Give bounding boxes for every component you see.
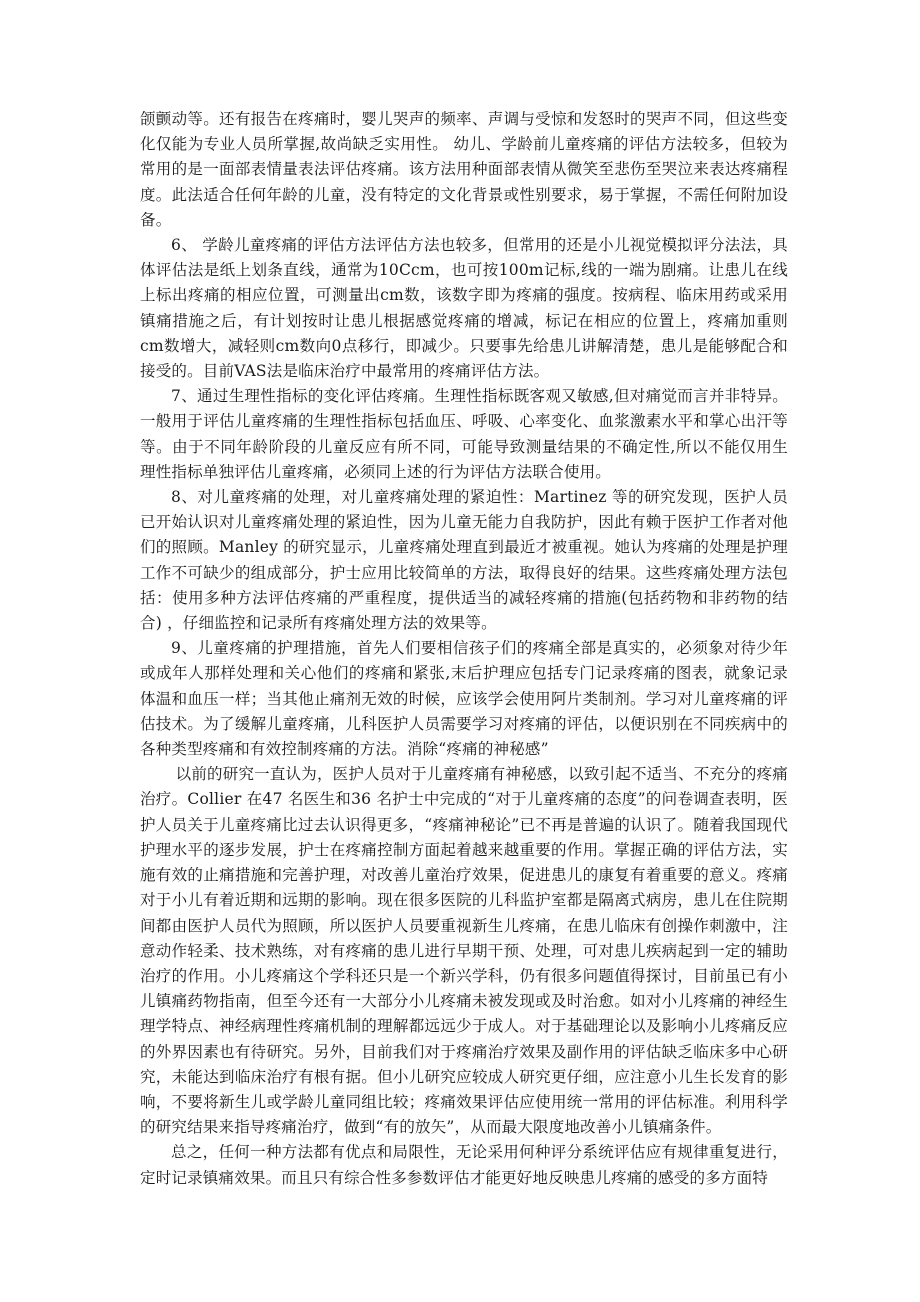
paragraph-6: 6、 学龄儿童疼痛的评估方法评估方法也较多，但常用的还是小儿视觉模拟评分法法，具体评估法是纸上划条直线，通常为10Ccm，也可按100m记标,线的一端为剧痛。让患儿在线上标出疼痛的相应位置，可测量出cm数，该数字即为疼痛的强度。按病程、临床用药或采用镇痛措施之后，有计划按时让患儿根据感觉疼痛的增减，标记在相应的位置上，疼痛加重则cm数增大，减轻则cm数向0点移行，即减少。只要事先给患儿讲解清楚，患儿是能够配合和接受的。目前VAS法是临床治疗中最常用的疼痛评估方法。: [140, 236, 788, 381]
paragraph-previous-research: 以前的研究一直认为，医护人员对于儿童疼痛有神秘感，以致引起不适当、不充分的疼痛治疗。Collier 在47 名医生和36 名护士中完成的“对于儿童疼痛的态度”的问卷调查表明，医护人员关于儿童疼痛比过去认识得更多，“疼痛神秘论”已不再是普遍的认识了。随着我国现代护理水平的逐步发展，护士在疼痛控制方面起着越来越重要的作用。掌握正确的评估方法，实施有效的止痛措施和完善护理，对改善儿童治疗效果，促进患儿的康复有着重要的意义。疼痛对于小儿有着近期和远期的影响。现在很多医院的儿科监护室都是隔离式病房，患儿在住院期间都由医护人员代为照顾，所以医护人员要重视新生儿疼痛，在患儿临床有创操作刺激中，注意动作轻柔、技术熟练，对有疼痛的患儿进行早期干预、处理，可对患儿疾病起到一定的辅助治疗的作用。小儿疼痛这个学科还只是一个新兴学科，仍有很多问题值得探讨，目前虽已有小儿镇痛药物指南，但至今还有一大部分小儿疼痛未被发现或及时治愈。如对小儿疼痛的神经生理学特点、神经病理性疼痛机制的理解都远远少于成人。对于基础理论以及影响小儿疼痛反应的外界因素也有待研究。另外，目前我们对于疼痛治疗效果及副作用的评估缺乏临床多中心研究，未能达到临床治疗有根有据。但小儿研究应较成人研究更仔细，应注意小儿生长发育的影响，不要将新生儿或学龄儿童同组比较；疼痛效果评估应使用统一常用的评估标准。利用科学的研究结果来指导疼痛治疗，做到“有的放矢”，从而最大限度地改善小儿镇痛条件。: [140, 765, 788, 1137]
paragraph-9: 9、儿童疼痛的护理措施，首先人们要相信孩子们的疼痛全部是真实的，必须象对待少年或成年人那样处理和关心他们的疼痛和紧张,末后护理应包括专门记录疼痛的图表，就象记录体温和血压一样；当其他止痛剂无效的时候，应该学会使用阿片类制剂。学习对儿童疼痛的评估技术。为了缓解儿童疼痛，儿科医护人员需要学习对疼痛的评估，以便识别在不同疾病中的各种类型疼痛和有效控制疼痛的方法。消除“疼痛的神秘感”: [140, 639, 788, 759]
paragraph-continuation: 颌颤动等。还有报告在疼痛时，婴儿哭声的频率、声调与受惊和发怒时的哭声不同，但这些变化仅能为专业人员所掌握,故尚缺乏实用性。 幼儿、学龄前儿童疼痛的评估方法较多，但较为常用的是一面部表情量表法评估疼痛。该方法用种面部表情从微笑至悲伤至哭泣来表达疼痛程度。此法适合任何年龄的儿童，没有特定的文化背景或性别要求，易于掌握，不需任何附加设备。: [140, 110, 788, 229]
paragraph-summary: 总之，任何一种方法都有优点和局限性，无论采用何种评分系统评估应有规律重复进行，定时记录镇痛效果。而且只有综合性多参数评估才能更好地反映患儿疼痛的感受的多方面特: [140, 1143, 788, 1187]
paragraph-8: 8、对儿童疼痛的处理，对儿童疼痛处理的紧迫性：Martinez 等的研究发现，医护人员已开始认识对儿童疼痛处理的紧迫性，因为儿童无能力自我防护，因此有赖于医护工作者对他们的照顾。Manley 的研究显示，儿童疼痛处理直到最近才被重视。她认为疼痛的处理是护理工作不可缺少的组成部分，护士应用比较简单的方法，取得良好的结果。这些疼痛处理方法包括：使用多种方法评估疼痛的严重程度，提供适当的减轻疼痛的措施(包括药物和非药物的结合) ，仔细监控和记录所有疼痛处理方法的效果等。: [140, 488, 788, 633]
document-body: [140, 107, 788, 1191]
paragraph-7: 7、通过生理性指标的变化评估疼痛。生理性指标既客观又敏感,但对痛觉而言并非特异。一般用于评估儿童疼痛的生理性指标包括血压、呼吸、心率变化、血浆激素水平和掌心出汗等等。由于不同年龄阶段的儿童反应有所不同，可能导致测量结果的不确定性,所以不能仅用生理性指标单独评估儿童疼痛，必须同上述的行为评估方法联合使用。: [140, 387, 788, 481]
